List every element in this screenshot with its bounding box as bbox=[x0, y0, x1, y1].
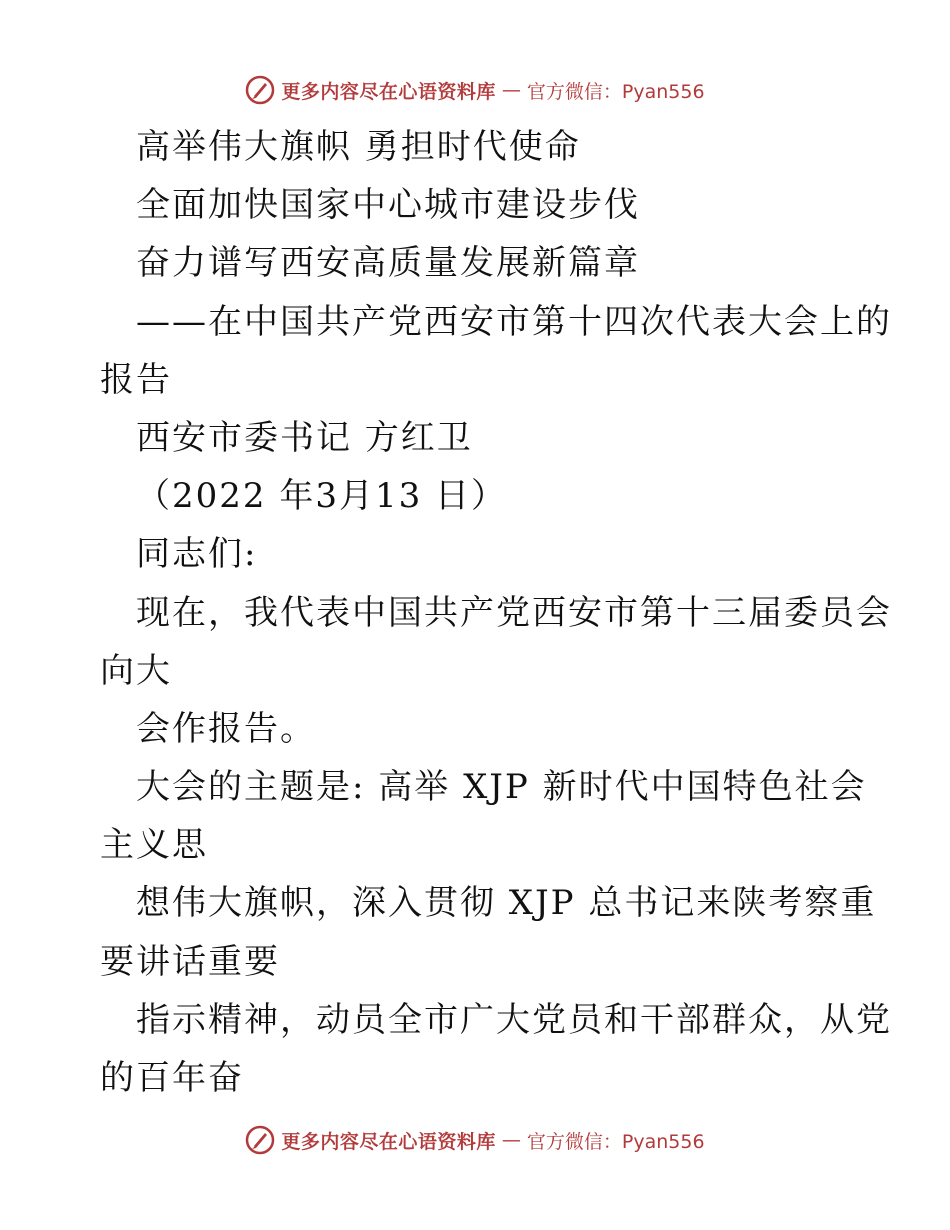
quill-pen-icon bbox=[245, 1125, 275, 1155]
watermark-dash: — bbox=[501, 79, 521, 101]
subtitle-line-wrap: 报告 bbox=[100, 359, 172, 400]
watermark-dash: — bbox=[501, 1129, 521, 1151]
paragraph-line: 指示精神，动员全市广大党员和干部群众，从党 bbox=[136, 999, 892, 1040]
paragraph-line: 想伟大旗帜，深入贯彻 XJP 总书记来陕考察重 bbox=[136, 883, 877, 924]
watermark-text: 更多内容尽在心语资料库 bbox=[281, 1130, 496, 1153]
author-line: 西安市委书记 方红卫 bbox=[136, 417, 473, 458]
paragraph-line: 现在，我代表中国共产党西安市第十三届委员会 bbox=[136, 592, 892, 633]
watermark-contact: 官方微信：Pyan556 bbox=[526, 80, 705, 103]
paragraph-line: 要讲话重要 bbox=[100, 941, 280, 982]
document-body bbox=[100, 118, 892, 1107]
salutation-line: 同志们: bbox=[136, 534, 258, 575]
watermark-contact: 官方微信：Pyan556 bbox=[526, 1130, 705, 1153]
date-line: （2022 年3月13 日） bbox=[136, 476, 508, 517]
watermark-text: 更多内容尽在心语资料库 bbox=[281, 80, 496, 103]
paragraph-line: 向大 bbox=[100, 650, 172, 691]
title-line-1: 高举伟大旗帜 勇担时代使命 bbox=[136, 127, 581, 167]
header-watermark bbox=[0, 70, 950, 110]
paragraph-line: 主义思 bbox=[100, 825, 208, 866]
title-line-2: 全面加快国家中心城市建设步伐 bbox=[136, 185, 640, 226]
title-line-3: 奋力谱写西安高质量发展新篇章 bbox=[136, 243, 640, 284]
subtitle-line: ——在中国共产党西安市第十四次代表大会上的 bbox=[136, 301, 892, 342]
quill-pen-icon bbox=[245, 75, 275, 105]
paragraph-line: 的百年奋 bbox=[100, 1058, 244, 1098]
paragraph-line: 会作报告。 bbox=[136, 708, 316, 749]
paragraph-line: 大会的主题是: 高举 XJP 新时代中国特色社会 bbox=[136, 767, 867, 808]
footer-watermark bbox=[0, 1120, 950, 1160]
